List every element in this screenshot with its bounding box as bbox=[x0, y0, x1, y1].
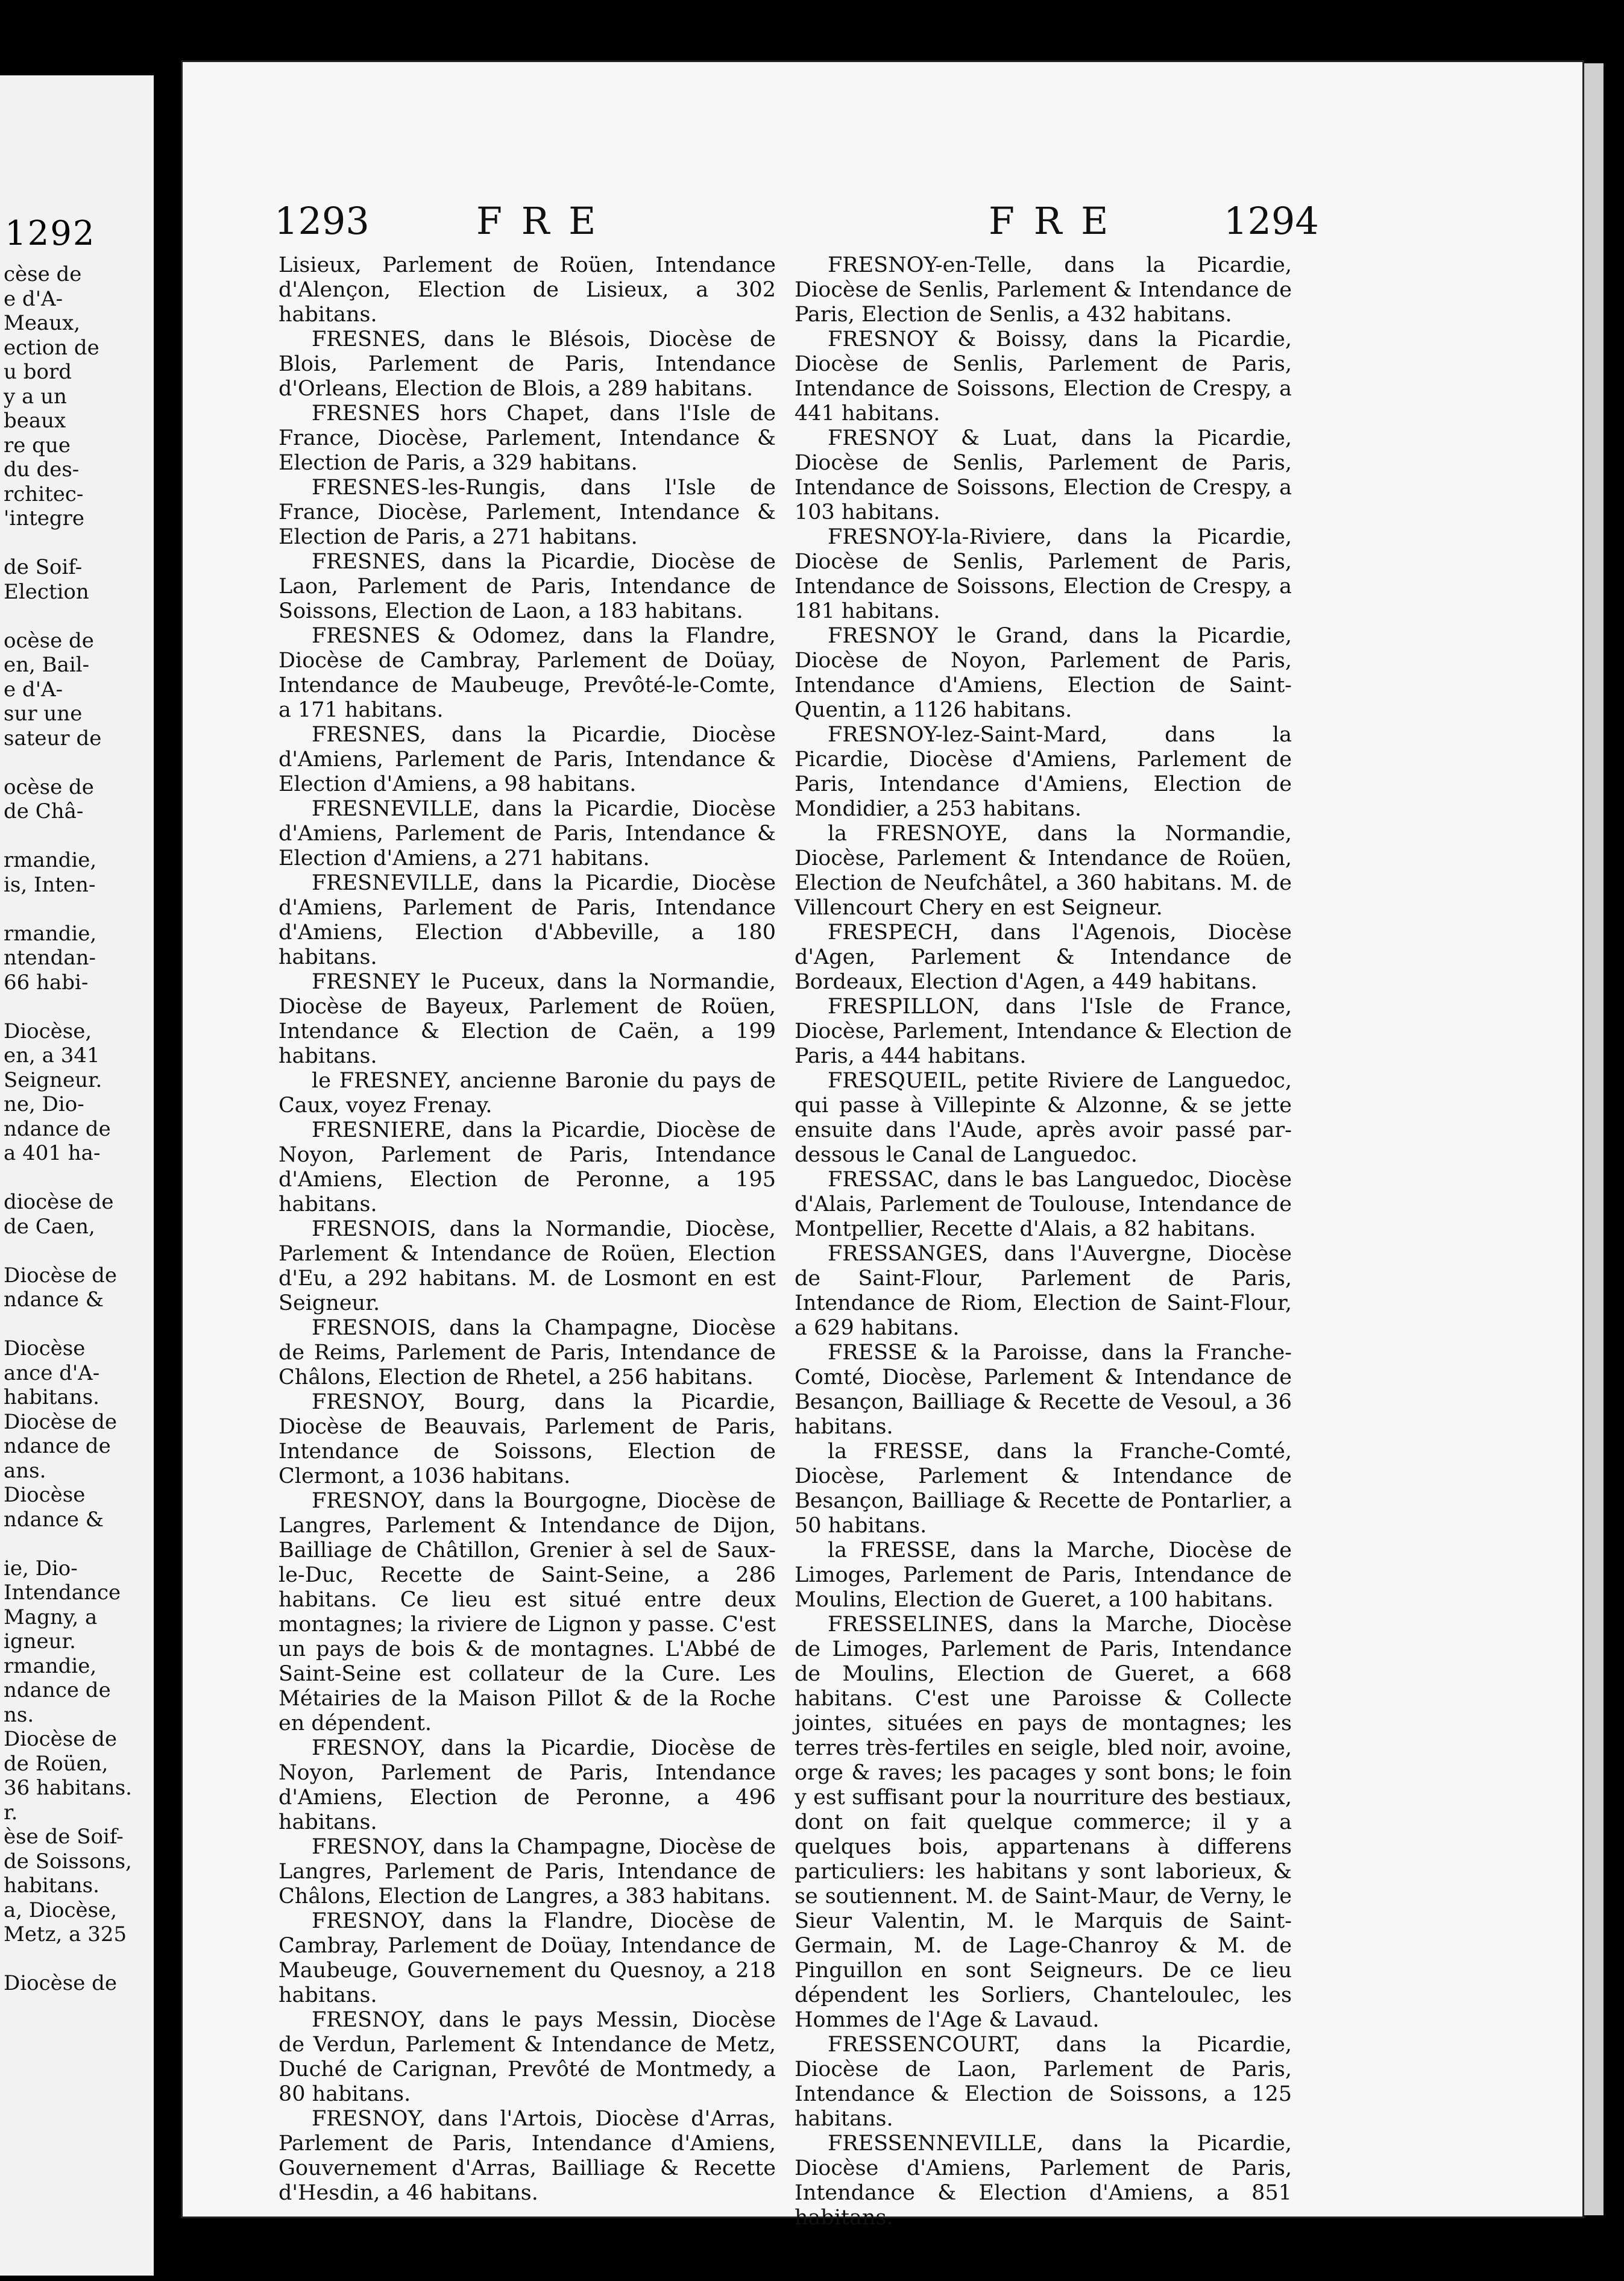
entry-paragraph: FRESQUEIL, petite Riviere de Languedoc, qui passe à Villepinte & Alzonne, & se jette ensuite dans l'Aude, après avoir passé par-dessous le Canal de Languedoc. bbox=[795, 1069, 1292, 1167]
entry-paragraph: FRESNOY, dans la Champagne, Diocèse de Langres, Parlement de Paris, Intendance de Châlons, Election de Langres, a 383 habitans. bbox=[279, 1835, 776, 1908]
entry-paragraph: FRESNOY, Bourg, dans la Picardie, Diocèse de Beauvais, Parlement de Paris, Intendance de Soissons, Election de Clermont, a 1036 habitans. bbox=[279, 1390, 776, 1488]
entry-paragraph: FRESNOY & Boissy, dans la Picardie, Diocèse de Senlis, Parlement de Paris, Intendance de Soissons, Election de Crespy, a 441 habitans. bbox=[795, 327, 1292, 426]
entry-paragraph: FRESNES, dans la Picardie, Diocèse de Laon, Parlement de Paris, Intendance de Soissons, Election de Laon, a 183 habitans. bbox=[279, 550, 776, 623]
entry-paragraph: FRESNOIS, dans la Champagne, Diocèse de Reims, Parlement de Paris, Intendance de Châlons, Election de Rhetel, a 256 habitans. bbox=[279, 1316, 776, 1389]
entry-paragraph: FRESNOY le Grand, dans la Picardie, Diocèse de Noyon, Parlement de Paris, Intendance d'Amiens, Election de Saint-Quentin, a 1126 habitans. bbox=[795, 624, 1292, 722]
entry-paragraph: FRESSAC, dans le bas Languedoc, Diocèse d'Alais, Parlement de Toulouse, Intendance de Montpellier, Recette d'Alais, a 82 habitans. bbox=[795, 1168, 1292, 1241]
entry-paragraph: FRESPECH, dans l'Agenois, Diocèse d'Agen, Parlement & Intendance de Bordeaux, Election d'Agen, a 449 habitans. bbox=[795, 920, 1292, 994]
entry-paragraph: FRESSENNEVILLE, dans la Picardie, Diocèse d'Amiens, Parlement de Paris, Intendance & Election d'Amiens, a 851 habitans. bbox=[795, 2132, 1292, 2230]
right-text-column bbox=[795, 253, 1292, 2230]
entry-paragraph: le FRESNEY, ancienne Baronie du pays de Caux, voyez Frenay. bbox=[279, 1069, 776, 1118]
entry-paragraph: FRESNOY & Luat, dans la Picardie, Diocèse de Senlis, Parlement de Paris, Intendance de Soissons, Election de Crespy, a 103 habitans. bbox=[795, 426, 1292, 524]
previous-page-strip bbox=[0, 75, 154, 2276]
entry-paragraph: FRESNOY-la-Riviere, dans la Picardie, Diocèse de Senlis, Parlement de Paris, Intendance de Soissons, Election de Crespy, a 181 habitans. bbox=[795, 525, 1292, 623]
entry-paragraph: FRESNES-les-Rungis, dans l'Isle de France, Diocèse, Parlement, Intendance & Election de Paris, a 271 habitans. bbox=[279, 476, 776, 549]
entry-paragraph: FRESNEVILLE, dans la Picardie, Diocèse d'Amiens, Parlement de Paris, Intendance & Election d'Amiens, a 271 habitans. bbox=[279, 797, 776, 870]
entry-paragraph: FRESNOY-lez-Saint-Mard, dans la Picardie, Diocèse d'Amiens, Parlement de Paris, Intendance d'Amiens, Election de Mondidier, a 253 habitans. bbox=[795, 723, 1292, 821]
entry-paragraph: FRESNES & Odomez, dans la Flandre, Diocèse de Cambray, Parlement de Doüay, Intendance de Maubeuge, Prevôté-le-Comte, a 171 habitans. bbox=[279, 624, 776, 722]
entry-paragraph: FRESNOY, dans la Flandre, Diocèse de Cambray, Parlement de Doüay, Intendance de Maubeuge, Gouvernement du Quesnoy, a 218 habitans. bbox=[279, 1909, 776, 2007]
entry-paragraph: FRESNEY le Puceux, dans la Normandie, Diocèse de Bayeux, Parlement de Roüen, Intendance & Election de Caën, a 199 habitans. bbox=[279, 970, 776, 1068]
entry-paragraph: FRESNOY, dans la Picardie, Diocèse de Noyon, Parlement de Paris, Intendance d'Amiens, Election de Peronne, a 496 habitans. bbox=[279, 1736, 776, 1834]
entry-paragraph: FRESSE & la Paroisse, dans la Franche-Comté, Diocèse, Parlement & Intendance de Besançon, Bailliage & Recette de Vesoul, a 36 habitans. bbox=[795, 1341, 1292, 1439]
entry-paragraph: Lisieux, Parlement de Roüen, Intendance d'Alençon, Election de Lisieux, a 302 habitans. bbox=[279, 253, 776, 327]
entry-paragraph: la FRESSE, dans la Marche, Diocèse de Limoges, Parlement de Paris, Intendance de Moulins, Election de Gueret, a 100 habitans. bbox=[795, 1538, 1292, 1612]
entry-paragraph: la FRESNOYE, dans la Normandie, Diocèse, Parlement & Intendance de Roüen, Election de Neufchâtel, a 360 habitans. M. de Villencourt Chery en est Seigneur. bbox=[795, 822, 1292, 920]
left-text-column bbox=[279, 253, 776, 2206]
entry-paragraph: FRESNOIS, dans la Normandie, Diocèse, Parlement & Intendance de Roüen, Election d'Eu, a 292 habitans. M. de Losmont en est Seigneur. bbox=[279, 1217, 776, 1315]
entry-paragraph: FRESNOY, dans l'Artois, Diocèse d'Arras, Parlement de Paris, Intendance d'Amiens, Gouvernement d'Arras, Bailliage & Recette d'Hesdin, a 46 habitans. bbox=[279, 2107, 776, 2205]
entry-paragraph: FRESSELINES, dans la Marche, Diocèse de Limoges, Parlement de Paris, Intendance de Moulins, Election de Gueret, a 668 habitans. C'est une Paroisse & Collecte jointes, situées en pays de montagnes; les terres très-fertiles en seigle, bled noir, avoine, orge & raves; les pacages y sont bons; le foin y est suffisant pour la nourriture des bestiaux, dont on fait quelque commerce; il y a quelques bois, appartenans à differens particuliers: les habitans y sont laborieux, & se soutiennent. M. de Saint-Maur, de Verny, le Sieur Valentin, M. le Marquis de Saint-Germain, M. de Lage-Chanroy & M. de Pinguillon en sont Seigneurs. De ce lieu dépendent les Sorliers, Chanteloulec, les Hommes de l'Age & Lavaud. bbox=[795, 1612, 1292, 2032]
entry-paragraph: FRESPILLON, dans l'Isle de France, Diocèse, Parlement, Intendance & Election de Paris, a 444 habitans. bbox=[795, 995, 1292, 1068]
left-running-title: F R E bbox=[476, 199, 600, 243]
entry-paragraph: FRESSENCOURT, dans la Picardie, Diocèse de Laon, Parlement de Paris, Intendance & Election de Soissons, a 125 habitans. bbox=[795, 2033, 1292, 2131]
entry-paragraph: FRESNES, dans la Picardie, Diocèse d'Amiens, Parlement de Paris, Intendance & Election d'Amiens, a 98 habitans. bbox=[279, 723, 776, 796]
entry-paragraph: FRESNOY-en-Telle, dans la Picardie, Diocèse de Senlis, Parlement & Intendance de Paris, Election de Senlis, a 432 habitans. bbox=[795, 253, 1292, 327]
left-page-number: 1293 bbox=[274, 199, 370, 243]
entry-paragraph: FRESSANGES, dans l'Auvergne, Diocèse de Saint-Flour, Parlement de Paris, Intendance de Riom, Election de Saint-Flour, a 629 habitans. bbox=[795, 1242, 1292, 1340]
previous-page-number: 1292 bbox=[5, 214, 96, 253]
entry-paragraph: FRESNIERE, dans la Picardie, Diocèse de Noyon, Parlement de Paris, Intendance d'Amiens, Election de Peronne, a 195 habitans. bbox=[279, 1118, 776, 1216]
right-running-title: F R E bbox=[989, 199, 1112, 243]
right-page-number: 1294 bbox=[1224, 199, 1319, 243]
entry-paragraph: FRESNOY, dans le pays Messin, Diocèse de Verdun, Parlement & Intendance de Metz, Duché de Carignan, Prevôté de Montmedy, a 80 habitans. bbox=[279, 2008, 776, 2106]
entry-paragraph: FRESNEVILLE, dans la Picardie, Diocèse d'Amiens, Parlement de Paris, Intendance d'Amiens, Election d'Abbeville, a 180 habitans. bbox=[279, 871, 776, 969]
entry-paragraph: FRESNOY, dans la Bourgogne, Diocèse de Langres, Parlement & Intendance de Dijon, Bailliage de Châtillon, Grenier à sel de Saux-le-Duc, Recette de Saint-Seine, a 286 habitans. Ce lieu est situé entre deux montagnes; la riviere de Lignon y passe. C'est un pays de bois & de montagnes. L'Abbé de Saint-Seine est collateur de la Cure. Les Métairies de la Maison Pillot & de la Roche en dépendent. bbox=[279, 1489, 776, 1735]
page-edge bbox=[1584, 63, 1604, 2215]
entry-paragraph: FRESNES hors Chapet, dans l'Isle de France, Diocèse, Parlement, Intendance & Election de Paris, a 329 habitans. bbox=[279, 401, 776, 475]
previous-page-fragments: cèse de e d'A- Meaux, ection de u bord y a un beaux re que du des- rchitec- 'integre de Soif- Election ocèse de en, Bail- e d'A- sur une sateur de ocèse de de Châ- rmandie, is, Inten- rmandie, ntendan- 66 habi- Diocèse, en, a 341 Seigneur. ne, Dio- ndance de a 401 ha- diocèse de de Caen, Diocèse de ndance & Diocèse ance d'A- habitans. Diocèse de ndance de ans. Diocèse ndance & ie, Dio- Intendance Magny, a igneur. rmandie, ndance de ns. Diocèse de de Roüen, 36 habitans. r. èse de Soif- de Soissons, habitans. a, Diocèse, Metz, a 325 Diocèse de bbox=[4, 262, 132, 1995]
entry-paragraph: FRESNES, dans le Blésois, Diocèse de Blois, Parlement de Paris, Intendance d'Orleans, Election de Blois, a 289 habitans. bbox=[279, 327, 776, 401]
entry-paragraph: la FRESSE, dans la Franche-Comté, Diocèse, Parlement & Intendance de Besançon, Bailliage & Recette de Pontarlier, a 50 habitans. bbox=[795, 1439, 1292, 1538]
